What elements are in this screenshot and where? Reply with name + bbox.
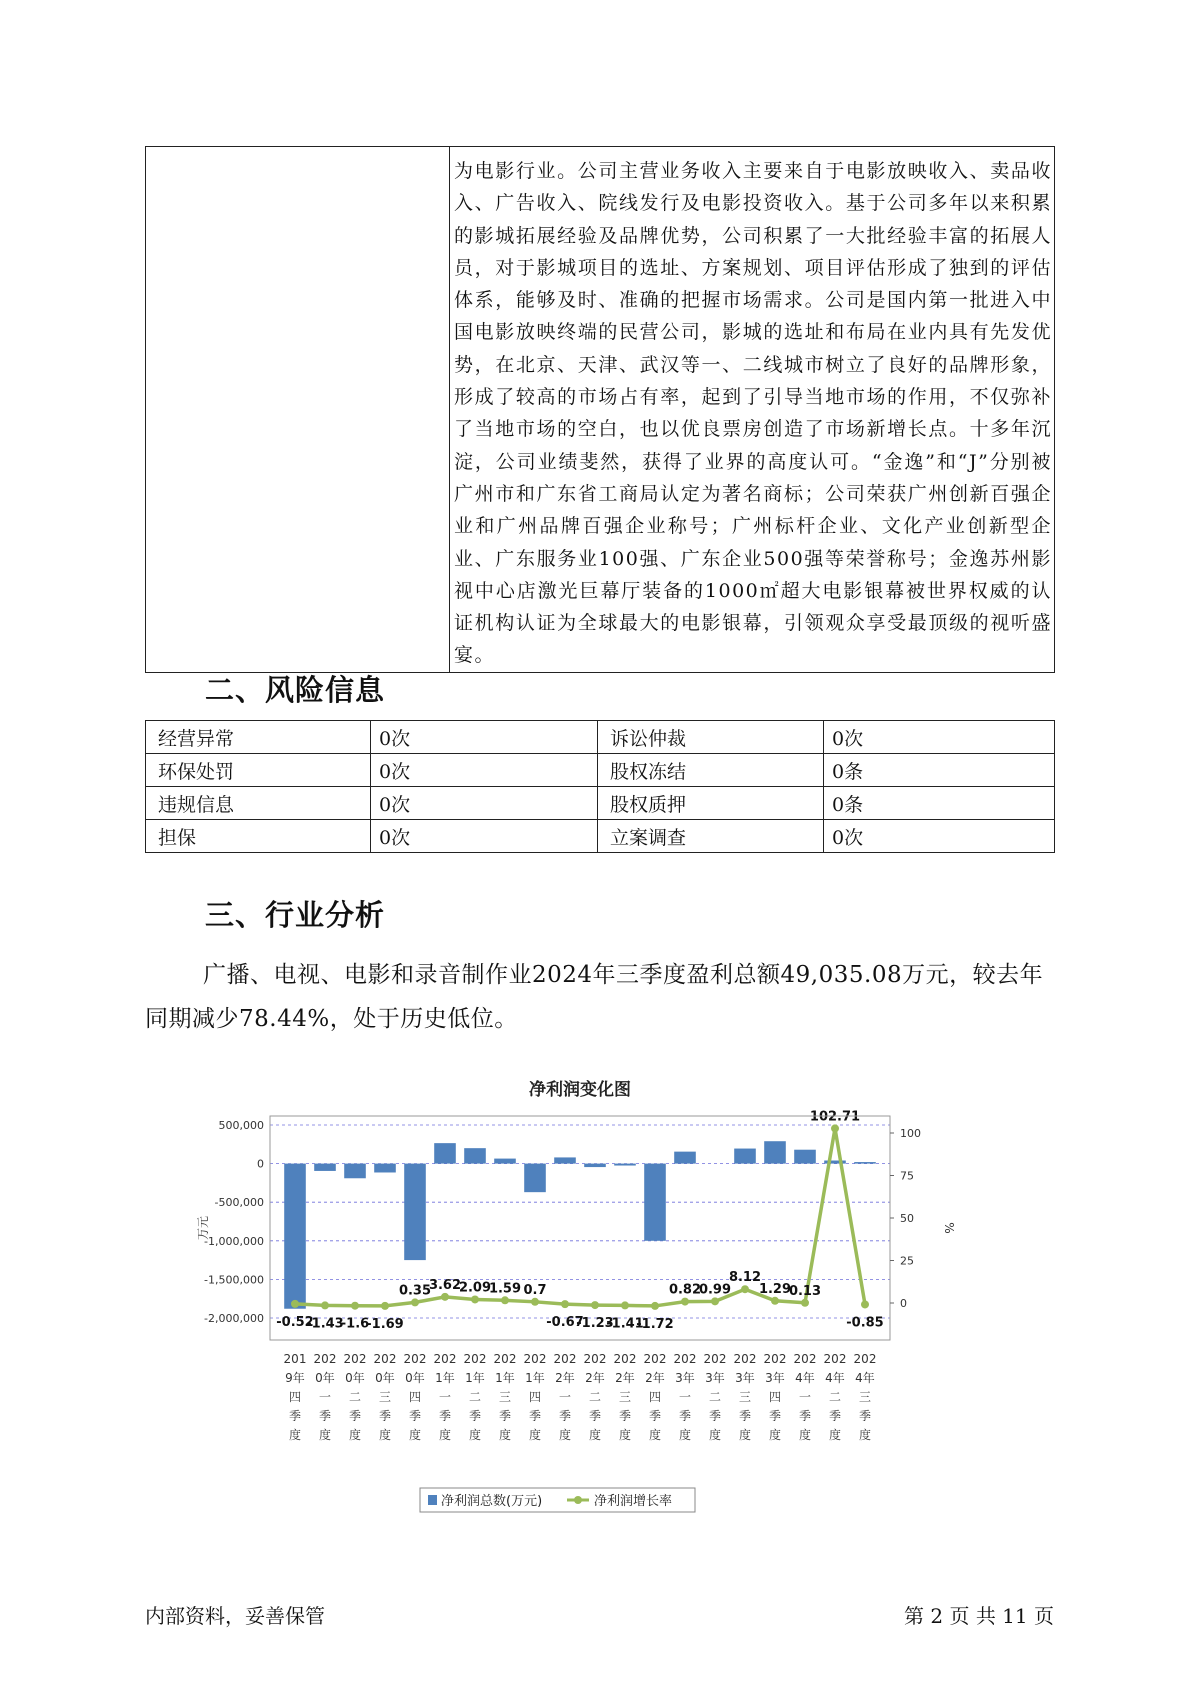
growth-data-label: 102.71 [809,1109,861,1125]
growth-point [351,1302,359,1310]
bar [404,1164,426,1261]
risk-label: 股权冻结 [598,754,824,787]
risk-label: 违规信息 [146,787,371,820]
growth-data-label: 8.12 [728,1270,762,1286]
x-tick-label: 202 1年四季度 [523,1352,547,1442]
footer-page-number: 第 2 页 共 11 页 [904,1604,1054,1628]
x-tick-label: 202 2年四季度 [643,1352,667,1442]
growth-data-label: -1.72 [636,1316,674,1332]
growth-data-label: 0.82 [668,1282,702,1298]
growth-point [681,1298,689,1306]
x-tick-label: 202 2年二季度 [583,1352,607,1442]
section-title-risk: 二、风险信息 [205,673,386,707]
risk-value: 0条 [824,754,1055,787]
growth-point [501,1296,509,1304]
x-tick-label: 202 3年三季度 [733,1352,757,1442]
growth-point [861,1300,869,1308]
growth-point [381,1302,389,1310]
x-tick-label: 202 0年一季度 [313,1352,337,1442]
growth-point [561,1300,569,1308]
legend-line-marker [574,1496,582,1504]
growth-point [411,1298,419,1306]
intro-label-cell [146,147,450,673]
growth-data-label: -1.23 [576,1316,614,1332]
growth-data-label: 3.62 [428,1277,462,1293]
growth-point [291,1300,299,1308]
bar [794,1150,816,1164]
risk-value: 0次 [824,721,1055,754]
legend-bar-label: 净利润总数(万元) [441,1494,543,1509]
intro-table [145,146,1055,673]
growth-data-label: -0.52 [276,1314,314,1330]
x-tick-label: 202 2年一季度 [553,1352,577,1442]
table-row [146,721,1055,754]
y-tick-label: -500,000 [214,1196,264,1210]
risk-label: 担保 [146,820,371,853]
growth-data-label: 0.35 [398,1283,432,1299]
chart-svg [185,1070,975,1530]
net-profit-chart [185,1070,975,1530]
bar [584,1164,606,1167]
x-tick-label: 202 3年一季度 [673,1352,697,1442]
risk-value: 0次 [371,820,598,853]
bar [434,1143,456,1163]
section-title-industry: 三、行业分析 [205,898,386,932]
footer-confidential: 内部资料，妥善保管 [145,1604,325,1628]
x-tick-label: 202 1年三季度 [493,1352,517,1442]
x-tick-label: 202 3年二季度 [703,1352,727,1442]
y2-tick-label: 100 [900,1127,921,1140]
bar [854,1162,876,1164]
growth-data-label: -1.6 [340,1316,370,1332]
x-tick-label: 202 2年三季度 [613,1352,637,1442]
growth-data-label: 2.09 [458,1280,492,1296]
x-tick-label: 202 1年二季度 [463,1352,487,1442]
bar [524,1164,546,1193]
risk-value: 0次 [371,721,598,754]
y2-axis-label: % [942,1222,956,1234]
legend-line-label: 净利润增长率 [594,1494,673,1509]
x-tick-label: 201 9年四季度 [283,1352,307,1442]
x-tick-label: 202 4年一季度 [793,1352,817,1442]
y2-tick-label: 0 [900,1297,907,1310]
bar [344,1164,366,1179]
growth-point [651,1302,659,1310]
table-row [146,754,1055,787]
bar [494,1159,516,1164]
bar [644,1164,666,1241]
growth-data-label: -1.41 [606,1316,644,1332]
table-row [146,787,1055,820]
growth-data-label: -1.69 [366,1316,404,1332]
table-row [146,820,1055,853]
y-tick-label: -1,000,000 [204,1234,264,1248]
chart-title: 净利润变化图 [529,1080,631,1100]
risk-table [145,720,1055,853]
growth-point [321,1301,329,1309]
bar [554,1157,576,1163]
y-axis-label: 万元 [196,1215,210,1241]
x-tick-label: 202 0年二季度 [343,1352,367,1442]
growth-data-label: 0.99 [698,1282,732,1298]
y2-tick-label: 50 [900,1212,914,1225]
bar [674,1152,696,1164]
growth-data-label: 0.13 [788,1283,822,1299]
growth-data-label: -1.43 [306,1316,344,1332]
growth-point [771,1297,779,1305]
x-tick-label: 202 0年四季度 [403,1352,427,1442]
y2-tick-label: 75 [900,1169,914,1183]
bar [614,1164,636,1166]
x-tick-label: 202 0年三季度 [373,1352,397,1442]
y-tick-label: -1,500,000 [204,1273,264,1287]
growth-data-label: 1.29 [758,1281,792,1297]
bar [374,1164,396,1173]
company-intro-text: 为电影行业。公司主营业务收入主要来自于电影放映收入、卖品收入、广告收入、院线发行及电影投资收入。基于公司多年以来积累的影城拓展经验及品牌优势，公司积累了一大批经验丰富的拓展人员，对于影城项目的选址、方案规划、项目评估形成了独到的评估体系，能够及时、准确的把握市场需求。公司是国内第一批进入中国电影放映终端的民营公司，影城的选址和布局在业内具有先发优势，在北京、天津、武汉等一、二线城市树立了良好的品牌形象，形成了较高的市场占有率，起到了引导当地市场的作用，不仅弥补了当地市场的空白，也以优良票房创造了市场新增长点。十多年沉淀，公司业绩斐然，获得了业界的高度认可。“金逸”和“J”分别被广州市和广东省工商局认定为著名商标；公司荣获广州创新百强企业和广州品牌百强企业称号；广州标杆企业、文化产业创新型企业、广东服务业100强、广东企业500强等荣誉称号；金逸苏州影视中心店激光巨幕厅装备的1000㎡超大电影银幕被世界权威的认证机构认证为全球最大的电影银幕，引领观众享受最顶级的视听盛宴。 [450,147,1055,673]
y2-tick-label: 25 [900,1254,914,1268]
risk-value: 0次 [371,754,598,787]
x-tick-label: 202 3年四季度 [763,1352,787,1442]
risk-label: 股权质押 [598,787,824,820]
industry-paragraph [145,953,1060,1041]
risk-value: 0次 [371,787,598,820]
risk-label: 经营异常 [146,721,371,754]
bar [284,1164,306,1309]
risk-value: 0条 [824,787,1055,820]
risk-label: 环保处罚 [146,754,371,787]
x-tick-label: 202 4年二季度 [823,1352,847,1442]
growth-point [621,1301,629,1309]
growth-point [711,1297,719,1305]
industry-paragraph-text: 广播、电视、电影和录音制作业2024年三季度盈利总额49,035.08万元，较去年同期减少78.44%，处于历史低位。 [145,962,1044,1032]
x-tick-label: 202 1年一季度 [433,1352,457,1442]
growth-data-label: -0.85 [846,1315,884,1331]
growth-point [591,1301,599,1309]
growth-data-label: 1.59 [488,1281,522,1297]
bar [764,1141,786,1163]
bar [464,1148,486,1163]
legend-bar-swatch [428,1495,437,1505]
x-tick-label: 202 4年三季度 [853,1352,877,1442]
growth-point [741,1285,749,1293]
bar [734,1149,756,1164]
growth-point [441,1293,449,1301]
y-tick-label: 500,000 [218,1119,264,1132]
growth-point [531,1298,539,1306]
growth-data-label: 0.7 [523,1282,547,1298]
y-tick-label: -2,000,000 [204,1312,264,1325]
growth-point [831,1124,839,1132]
bar [314,1164,336,1171]
y-tick-label: 0 [257,1157,264,1171]
growth-point [471,1295,479,1303]
risk-value: 0次 [824,820,1055,853]
risk-label: 诉讼仲裁 [598,721,824,754]
risk-label: 立案调查 [598,820,824,853]
growth-point [801,1299,809,1307]
growth-data-label: -0.67 [546,1315,584,1331]
